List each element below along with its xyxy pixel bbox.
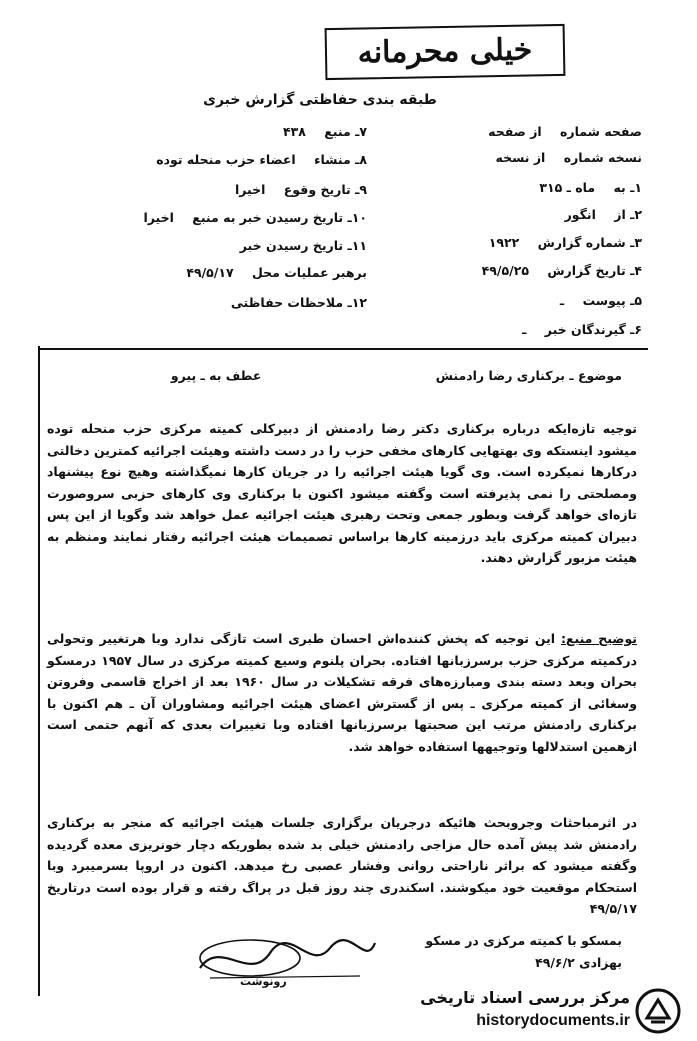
- field-copy-number: [496, 150, 643, 165]
- field-label: برهبر عملیات محل: [251, 265, 367, 280]
- field-occurrence-date: [235, 182, 367, 197]
- watermark-persian: مرکز بررسی اسناد تاریخی: [420, 988, 630, 1007]
- field-value: اعضاء حزب منحله توده: [156, 152, 296, 167]
- reference-text: عطف به ـ پیرو: [170, 368, 262, 383]
- classification-caption: طبقه بندی حفاظتی گزارش خبری: [203, 92, 437, 108]
- closing-section: [47, 812, 637, 924]
- source-note: [47, 628, 637, 761]
- field-page-number: [488, 124, 642, 139]
- field-source: [283, 124, 367, 139]
- archive-watermark: [420, 986, 690, 1036]
- field-local-operations: [186, 265, 367, 280]
- field-label: ۸ـ منشاء: [314, 152, 367, 167]
- field-label: صفحه شماره: [560, 124, 642, 139]
- note-heading: توضیح منبع:: [560, 631, 637, 646]
- field-value: ۴۹/۵/۲۵: [481, 263, 529, 278]
- field-value: ۴۹/۵/۱۷: [186, 265, 234, 280]
- field-label: ۳ـ شماره گزارش: [537, 235, 642, 250]
- subject-text: موضوع ـ برکناری رضا رادمنش: [435, 368, 622, 383]
- body-paragraph: توجیه تازه‌ایکه درباره برکناری دکتر رضا رادمنش از دبیرکلی کمیته مرکزی حزب منحله توده میشود اینستکه وی بهتهایی کارهای مخفی حزب را در دست داشته وهیئت اجرائیه کمترین دخالتی درکارها نمیکرده است. وی گویا هیئت اجرائیه را در جریان کارها نمیگذاشته وهیچ نوع پیشنهاد ومصلحتی را نمی پذیرفته است وگفته میشود اکنون با برکناری وی کارهای حزبی سروصورت تازه‌ای خواهد گرفت وبطور جمعی وتحت رهبری هیئت اجرائیه عمل خواهد شد وگویا از این پس دبیران کمیته مرکزی باید درزمینه کارها براساس تصمیمات هیئت اجرائیه رفتار نمایند ومنظم به هیئت مزبور گزارش دهند.: [47, 421, 637, 565]
- field-label: ۶ـ گیرندگان خبر: [544, 322, 642, 337]
- note-text: این توجیه که پخش کننده‌اش احسان طبری است تازگی ندارد وبا هرتغییر وتحولی درکمیته مرکزی حزب برسرزبانها افتاده. بحران پلنوم وسیع کمیته مرکزی در سال ۱۹۵۷ درمسکو بحران وبعد دسته بندی ومبارزه‌های فرقه تشکیلات در سال ۱۹۶۰ بعد از اخراج قاسمی وفروتن وسغائی از کمیته مرکزی ـ پس از گسترش اعضای هیئت اجرائیه ومشاوران آن ـ هم اکنون با برکناری رادمنش مرتب این صحبتها برسرزبانها افتاده وبا تغییرات بعدی که آنهم حتمی است ازهمین استدلالها وتوجیهها استفاده خواهد شد.: [47, 631, 637, 754]
- field-to: [539, 180, 642, 195]
- field-value: اخیرا: [143, 210, 174, 225]
- field-value: ۴۳۸: [283, 124, 306, 139]
- footer-inline-note: بمسکو با کمیته مرکزی در مسکو: [425, 933, 622, 948]
- field-label: ۱۲ـ ملاحظات حفاظتی: [230, 295, 367, 310]
- field-value: ـ: [559, 293, 565, 308]
- field-receipt-date: [221, 238, 367, 253]
- field-security-notes: [213, 295, 368, 310]
- field-label: ۷ـ منبع: [324, 124, 367, 139]
- archive-logo-icon: [635, 988, 681, 1034]
- subject-line: [171, 368, 622, 383]
- field-value: از نسخه: [495, 150, 546, 165]
- field-label: ۱۰ـ تاریخ رسیدن خبر به منبع: [192, 210, 367, 225]
- field-origin: [156, 152, 367, 167]
- field-label: ۲ـ از: [614, 207, 642, 222]
- classification-stamp: خیلی محرمانه: [325, 24, 566, 80]
- field-value: انگور: [564, 207, 596, 222]
- field-value: ـ: [522, 322, 527, 337]
- field-from: [565, 207, 642, 222]
- field-source-receipt-date: [143, 210, 367, 225]
- field-label: نسخه شماره: [563, 150, 642, 165]
- watermark-url: historydocuments.ir: [476, 1012, 630, 1029]
- field-label: ۹ـ تاریخ وقوع: [283, 182, 367, 197]
- signature-note: رونوشت: [240, 975, 287, 988]
- field-attachment: [560, 293, 642, 308]
- field-label: ۵ـ پیوست: [582, 293, 642, 308]
- field-label: ۱ـ به: [613, 180, 642, 195]
- field-recipients: [522, 322, 642, 337]
- closing-paragraph: در اثرمباحثات وجروبحث هائیکه درجریان برگزاری جلسات هیئت اجرائیه که منجر به برکناری رادمنش شد پیش آمده حال مزاجی رادمنش خیلی بد شده بطوریکه دچار خونریزی معده گردیده وگفته میشود که براثر ناراحتی روانی وفشار عصبی رخ میدهد. اکنون در اروپا بسرمیبرد وبا استحکام موقعیت خود میکوشند. اسکندری چند روز قبل در پراگ رفته و قرار بوده است درتاریخ ۴۹/۵/۱۷: [47, 815, 637, 916]
- footer-date: بهزادی ۴۹/۶/۲: [535, 955, 622, 970]
- field-value: ماه ـ ۳۱۵: [539, 180, 596, 195]
- note-paragraph: [47, 628, 637, 757]
- report-body: [47, 418, 637, 573]
- field-label: ۴ـ تاریخ گزارش: [547, 263, 642, 278]
- header-divider: [38, 348, 648, 350]
- field-report-number: [489, 235, 642, 250]
- field-value: ۱۹۲۲: [488, 235, 520, 250]
- margin-line: [38, 346, 40, 996]
- field-value: از صفحه: [488, 124, 542, 139]
- field-label: ۱۱ـ تاریخ رسیدن خبر: [239, 238, 367, 253]
- field-report-date: [482, 263, 642, 278]
- field-value: اخیرا: [234, 182, 266, 197]
